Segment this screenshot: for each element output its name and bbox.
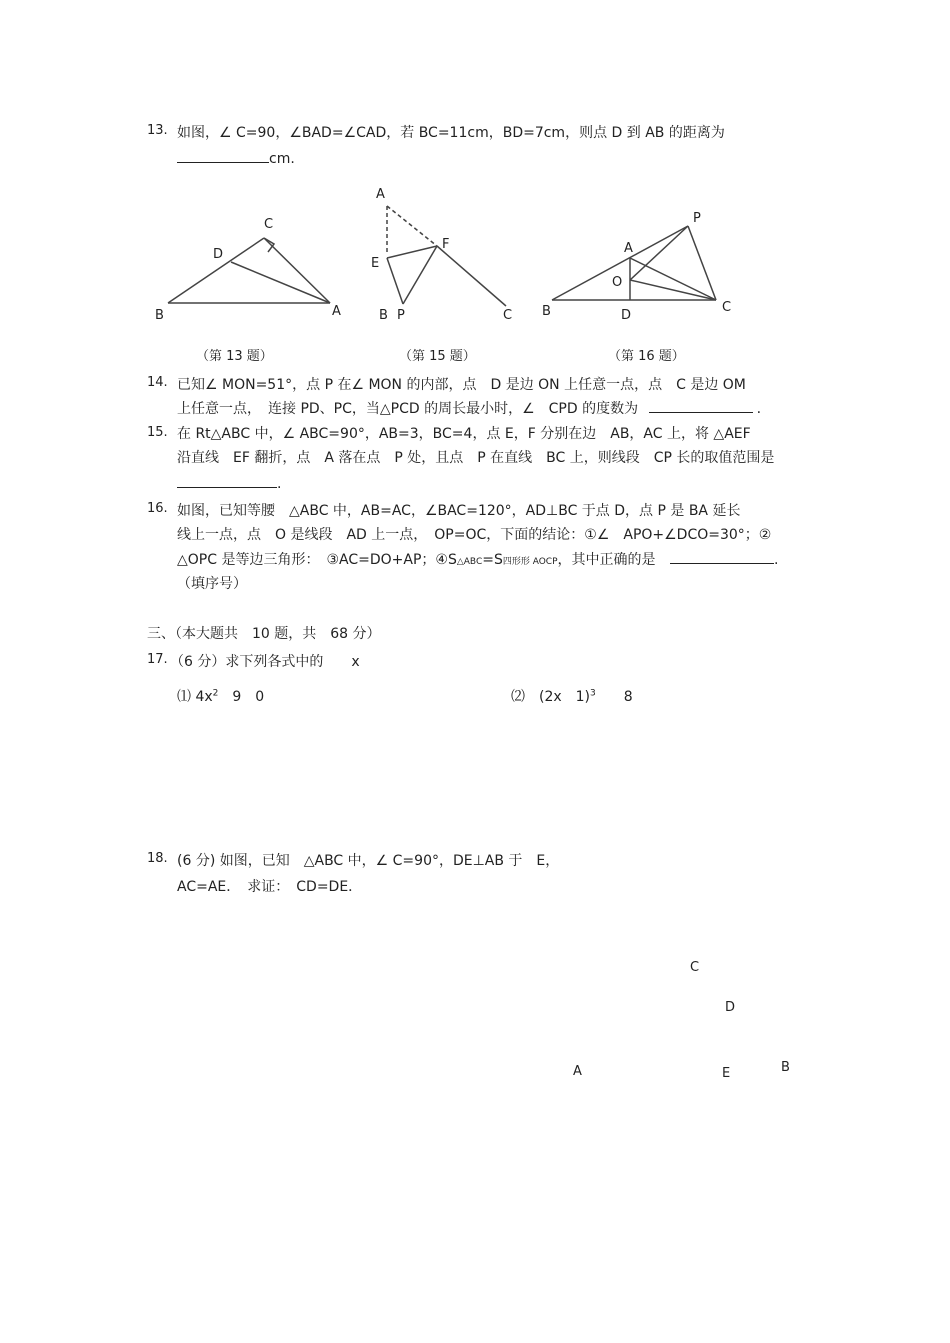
fig13-segment-DA xyxy=(231,262,330,303)
q15-line2: 沿直线 EF 翻折，点 A 落在点 P 处，且点 P 在直线 BC 上，则线段 CP 长的取值范围是 xyxy=(177,450,775,466)
q17-number: 17. xyxy=(147,652,168,667)
q18-label-A: A xyxy=(573,1064,582,1079)
q17-part1-exp: 2 xyxy=(212,688,219,699)
q16-line3 xyxy=(177,549,778,569)
q16-blank xyxy=(670,549,774,564)
q15-line1: 在 Rt△ABC 中，∠ ABC=90°，AB=3，BC=4，点 E，F 分别在边 AB，AC 上，将 △AEF xyxy=(177,426,751,442)
q14-line1: 已知∠ MON=51°，点 P 在∠ MON 的内部，点 D 是边 ON 上任意一点，点 C 是边 OM xyxy=(177,377,746,393)
q16-sub-abc: △ABC xyxy=(456,557,483,567)
q17-part2-label: ⑵ (2x 1) xyxy=(511,689,591,705)
fig15-segment-FC xyxy=(437,246,506,306)
q16-end: . xyxy=(773,552,779,568)
fig16-label-A: A xyxy=(624,241,633,256)
fig13-label-A: A xyxy=(332,304,341,319)
figure-13 xyxy=(168,238,330,303)
fig13-caption: （第 13 题） xyxy=(196,349,273,364)
q16-line3a: △OPC 是等边三角形： ③AC=DO+AP；④S xyxy=(177,552,457,568)
fig16-caption: （第 16 题） xyxy=(608,349,685,364)
q16-line4: （填序号） xyxy=(177,576,247,592)
q16-sub-aocp: 四形形 AOCP xyxy=(502,557,558,567)
q14-line2: 上任意一点， 连接 PD、PC，当△PCD 的周长最小时，∠ CPD 的度数为 xyxy=(177,401,639,417)
fig16-label-B: B xyxy=(542,304,551,319)
q18-line2: AC=AE． 求证： CD=DE． xyxy=(177,879,363,895)
fig16-label-O: O xyxy=(612,275,623,290)
q18-label-E: E xyxy=(722,1066,731,1081)
q17-text: （6 分）求下列各式中的 x xyxy=(170,654,360,670)
fig16-label-P: P xyxy=(693,211,701,226)
q15-blank xyxy=(177,473,277,488)
q13-unit: cm. xyxy=(269,151,295,167)
q17-part1-label: ⑴ 4x xyxy=(177,689,213,705)
fig16-segment-OC xyxy=(630,280,716,300)
q13-text: 如图，∠ C=90，∠BAD=∠CAD，若 BC=11cm，BD=7cm，则点 D 到 AB 的距离为 xyxy=(177,125,725,141)
fig15-segment-PF xyxy=(403,246,437,304)
section3-title: 三、（本大题共 10 题，共 68 分） xyxy=(147,626,381,642)
q17-part2-rest: 8 xyxy=(595,689,633,705)
q15-end: . xyxy=(277,476,282,492)
fig16-label-D: D xyxy=(621,308,632,323)
fig15-label-P: P xyxy=(397,308,405,323)
fig15-segment-EF xyxy=(387,246,437,258)
figure-16 xyxy=(552,226,716,300)
fig15-segment-EP xyxy=(387,258,403,304)
fig15-dashed-AF xyxy=(387,206,437,246)
fig16-label-C: C xyxy=(722,300,732,315)
fig15-label-C: C xyxy=(503,308,513,323)
q15-number: 15. xyxy=(147,425,168,440)
q18-label-B: B xyxy=(781,1060,790,1075)
q15-answer-line xyxy=(177,473,281,492)
fig15-label-A: A xyxy=(376,187,385,202)
fig13-side-CA xyxy=(264,238,330,303)
q18-label-C: C xyxy=(690,960,700,975)
q14-line2-wrap xyxy=(177,398,761,418)
fig15-label-B: B xyxy=(379,308,388,323)
q16-eq: =S xyxy=(482,552,503,568)
q17-part1-rest: 9 0 xyxy=(218,689,265,705)
q18-number: 18. xyxy=(147,851,168,866)
fig15-caption: （第 15 题） xyxy=(399,349,476,364)
fig15-label-F: F xyxy=(442,237,450,252)
q17-part2-exp: 3 xyxy=(590,688,596,699)
q18-label-D: D xyxy=(725,1000,736,1015)
q14-end: . xyxy=(756,401,762,417)
figure-15 xyxy=(387,206,506,306)
fig15-label-E: E xyxy=(371,256,380,271)
q16-line3b: ，其中正确的是 xyxy=(557,552,656,568)
q16-number: 16. xyxy=(147,501,168,516)
fig13-label-D: D xyxy=(213,247,224,262)
q16-line2: 线上一点，点 O 是线段 AD 上一点， OP=OC，下面的结论：①∠ APO+∠DCO=30°；② xyxy=(177,527,772,543)
q14-blank xyxy=(649,398,753,413)
q17-part2 xyxy=(511,686,633,706)
q17-part1 xyxy=(177,686,264,706)
q16-line1: 如图，已知等腰 △ABC 中，AB=AC，∠BAC=120°，AD⊥BC 于点 D，点 P 是 BA 延长 xyxy=(177,503,741,519)
q13-number: 13. xyxy=(147,123,168,138)
fig13-label-C: C xyxy=(264,217,274,232)
q18-line1: (6 分) 如图，已知 △ABC 中，∠ C=90°，DE⊥AB 于 E， xyxy=(177,853,560,869)
fig13-label-B: B xyxy=(155,308,164,323)
q14-number: 14. xyxy=(147,375,168,390)
